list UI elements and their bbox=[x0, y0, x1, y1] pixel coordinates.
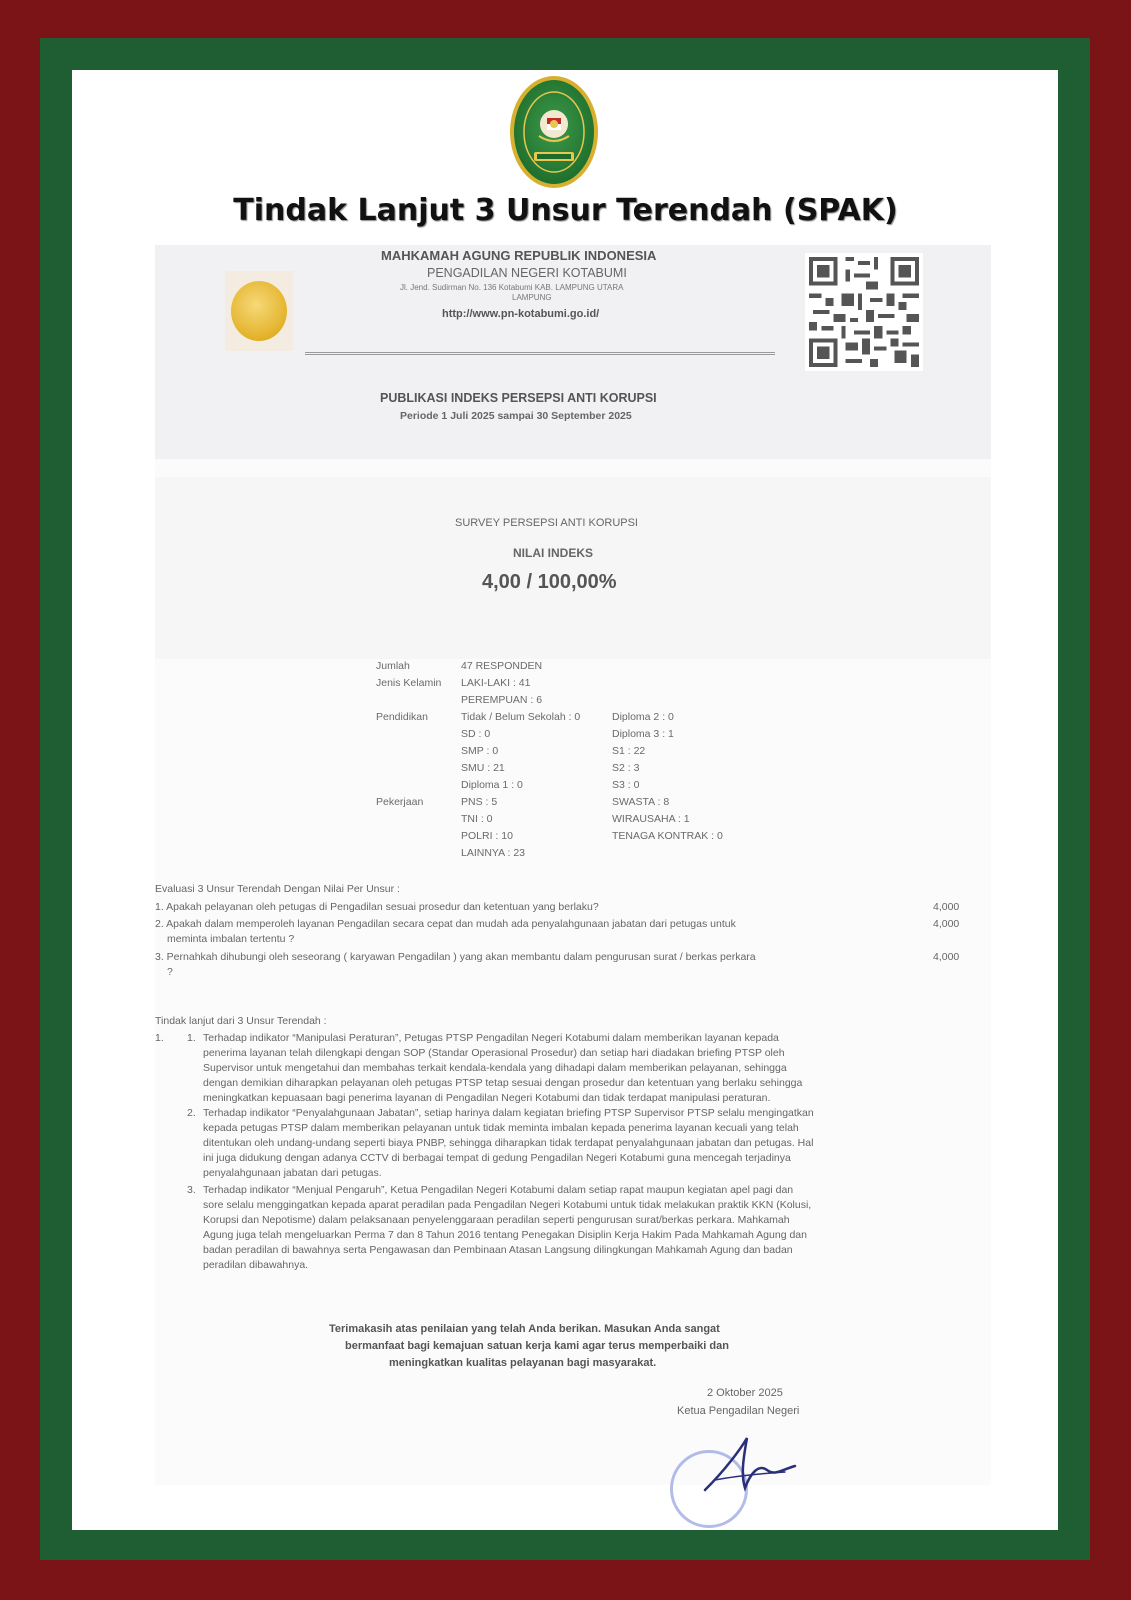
letterhead-address2: LAMPUNG bbox=[512, 293, 552, 302]
evaluation-question-cont: ? bbox=[167, 966, 173, 978]
letterhead-line1: MAHKAMAH AGUNG REPUBLIK INDONESIA bbox=[381, 248, 657, 263]
qr-code-icon bbox=[805, 253, 923, 371]
followup-outer-number: 1. bbox=[155, 1032, 164, 1044]
followup-line: badan peradilan di bawahnya serta Pengawasan dan Pembinaan Atasan Langsung dilingkungan Mahkamah Agung dan badan bbox=[203, 1244, 793, 1256]
seal-icon bbox=[509, 74, 599, 192]
index-value: 4,00 / 100,00% bbox=[482, 571, 617, 593]
education-item: SMU : 21 bbox=[461, 762, 505, 774]
job-item: TENAGA KONTRAK : 0 bbox=[612, 830, 723, 842]
followup-number: 3. bbox=[187, 1184, 196, 1196]
letterhead-divider bbox=[305, 352, 775, 355]
evaluation-question: 2. Apakah dalam memperoleh layanan Pengadilan secara cepat dan mudah ada penyalahgunaan jabatan dari petugas untuk bbox=[155, 918, 736, 930]
education-item: S1 : 22 bbox=[612, 745, 646, 757]
education-item: Tidak / Belum Sekolah : 0 bbox=[461, 711, 581, 723]
job-item: PNS : 5 bbox=[461, 796, 498, 808]
followup-line: Agung juga telah mengeluarkan Perma 7 dan 8 Tahun 2016 tentang Penegakan Disiplin Kerja Hakim Pada Mahkamah Agung dan bbox=[203, 1229, 807, 1241]
evaluation-score: 4,000 bbox=[933, 918, 960, 930]
index-band bbox=[155, 477, 991, 659]
followup-line: peradilan dibawahnya. bbox=[203, 1259, 309, 1271]
followup-line: kepada petugas PTSP dalam memberikan pelayanan untuk tidak meminta imbalan kepada penerima layanan kecuali yang telah bbox=[203, 1122, 799, 1134]
evaluation-question: 3. Pernahkah dihubungi oleh seseorang ( karyawan Pengadilan ) yang akan membantu dalam pengurusan surat / berkas perkara bbox=[155, 951, 756, 963]
job-item: TNI : 0 bbox=[461, 813, 493, 825]
letterhead-line2: PENGADILAN NEGERI KOTABUMI bbox=[427, 266, 627, 280]
job-item: LAINNYA : 23 bbox=[461, 847, 526, 859]
jumlah-value: 47 RESPONDEN bbox=[461, 660, 543, 672]
followup-line: sore selalu menggingatkan kepada aparat peradilan pada Pengadilan Negeri Kotabumi untuk tidak melakukan praktik KKN (Kolusi, bbox=[203, 1199, 812, 1211]
publication-period: Periode 1 Juli 2025 sampai 30 September 2025 bbox=[400, 410, 632, 422]
followup-line: meningkatkan kepuasaan bagi penerima layanan di Pengadilan Negeri Kotabumi dan tidak terdapat manipulasi peraturan. bbox=[203, 1092, 771, 1104]
closing-line: bermanfaat bagi kemajuan satuan kerja kami agar terus memperbaiki dan bbox=[345, 1340, 729, 1352]
gender-label: Jenis Kelamin bbox=[376, 677, 442, 689]
followup-line: penyalahgunaan jabatan dari petugas. bbox=[203, 1167, 382, 1179]
job-item: POLRI : 10 bbox=[461, 830, 513, 842]
evaluation-question: 1. Apakah pelayanan oleh petugas di Pengadilan sesuai prosedur dan ketentuan yang berlaku? bbox=[155, 901, 599, 913]
followup-line: Supervisor untuk mengetahui dan membahas terkait kendala-kendala yang dihadapi dalam memberikan pelayanan, sehingga bbox=[203, 1062, 787, 1074]
signature-date: 2 Oktober 2025 bbox=[707, 1387, 783, 1399]
evaluation-score: 4,000 bbox=[933, 951, 960, 963]
followup-line: ditentukan oleh undang-undang seperti biaya PNBP, sehingga diharapkan tidak terdapat penyalahgunaan jabatan dan petugas. Hal bbox=[203, 1137, 814, 1149]
job-item: SWASTA : 8 bbox=[612, 796, 670, 808]
education-item: SD : 0 bbox=[461, 728, 491, 740]
signature-role: Ketua Pengadilan Negeri bbox=[677, 1405, 800, 1417]
gender-female: PEREMPUAN : 6 bbox=[461, 694, 543, 706]
education-label: Pendidikan bbox=[376, 711, 428, 723]
followup-line: Terhadap indikator “Manipulasi Peraturan”, Petugas PTSP Pengadilan Negeri Kotabumi dalam memberikan layanan kepada bbox=[203, 1032, 779, 1044]
followup-line: ini juga didukung dengan adanya CCTV di berbagai tempat di gedung Pengadilan Negeri Kotabumi guna mencegah terjadinya bbox=[203, 1152, 791, 1164]
education-item: Diploma 3 : 1 bbox=[612, 728, 674, 740]
followup-line: Terhadap indikator “Menjual Pengaruh”, Ketua Pengadilan Negeri Kotabumi dalam setiap rapat maupun kegiatan apel pagi dan bbox=[203, 1184, 794, 1196]
followup-line: Korupsi dan Nepotisme) dalam pelaksanaan penyelenggaraan peradilan seperti pengurusan surat/berkas perkara. Mahkamah bbox=[203, 1214, 790, 1226]
followup-line: penerima layanan telah dilengkapi dengan SOP (Standar Operasional Prosedur) dan setiap hari diadakan briefing PTSP oleh bbox=[203, 1047, 785, 1059]
document-scan bbox=[155, 245, 991, 1485]
education-item: Diploma 1 : 0 bbox=[461, 779, 523, 791]
followup-heading: Tindak lanjut dari 3 Unsur Terendah : bbox=[155, 1015, 327, 1027]
evaluation-question-cont: meminta imbalan tertentu ? bbox=[167, 933, 295, 945]
job-item: WIRAUSAHA : 1 bbox=[612, 813, 690, 825]
gender-male: LAKI-LAKI : 41 bbox=[461, 677, 531, 689]
job-label: Pekerjaan bbox=[376, 796, 424, 808]
education-item: S3 : 0 bbox=[612, 779, 640, 791]
evaluation-score: 4,000 bbox=[933, 901, 960, 913]
page-title: Tindak Lanjut 3 Unsur Terendah (SPAK) bbox=[233, 193, 898, 228]
education-item: Diploma 2 : 0 bbox=[612, 711, 674, 723]
index-label: NILAI INDEKS bbox=[513, 546, 594, 560]
survey-label: SURVEY PERSEPSI ANTI KORUPSI bbox=[455, 517, 638, 529]
education-item: S2 : 3 bbox=[612, 762, 640, 774]
followup-number: 2. bbox=[187, 1107, 196, 1119]
followup-line: Terhadap indikator “Penyalahgunaan Jabatan”, setiap harinya dalam kegiatan briefing PTSP Supervisor PTSP selalu mengingatkan bbox=[203, 1107, 814, 1119]
followup-number: 1. bbox=[187, 1032, 196, 1044]
closing-line: meningkatkan kualitas pelayanan bagi masyarakat. bbox=[389, 1357, 657, 1369]
closing-line: Terimakasih atas penilaian yang telah Anda berikan. Masukan Anda sangat bbox=[329, 1323, 720, 1335]
evaluation-heading: Evaluasi 3 Unsur Terendah Dengan Nilai Per Unsur : bbox=[155, 883, 400, 895]
letterhead-address1: Jl. Jend. Sudirman No. 136 Kotabumi KAB. LAMPUNG UTARA bbox=[400, 283, 624, 292]
jumlah-label: Jumlah bbox=[376, 660, 410, 672]
education-item: SMP : 0 bbox=[461, 745, 499, 757]
publication-title: PUBLIKASI INDEKS PERSEPSI ANTI KORUPSI bbox=[380, 391, 657, 405]
signature-icon bbox=[685, 1430, 815, 1500]
followup-line: dengan demikian diharapkan pelayanan oleh petugas PTSP tetap sesuai dengan prosedur dan ketentuan yang berlaku sehingga bbox=[203, 1077, 803, 1089]
letterhead-website: http://www.pn-kotabumi.go.id/ bbox=[442, 308, 600, 320]
letterhead-seal-icon bbox=[225, 271, 293, 351]
